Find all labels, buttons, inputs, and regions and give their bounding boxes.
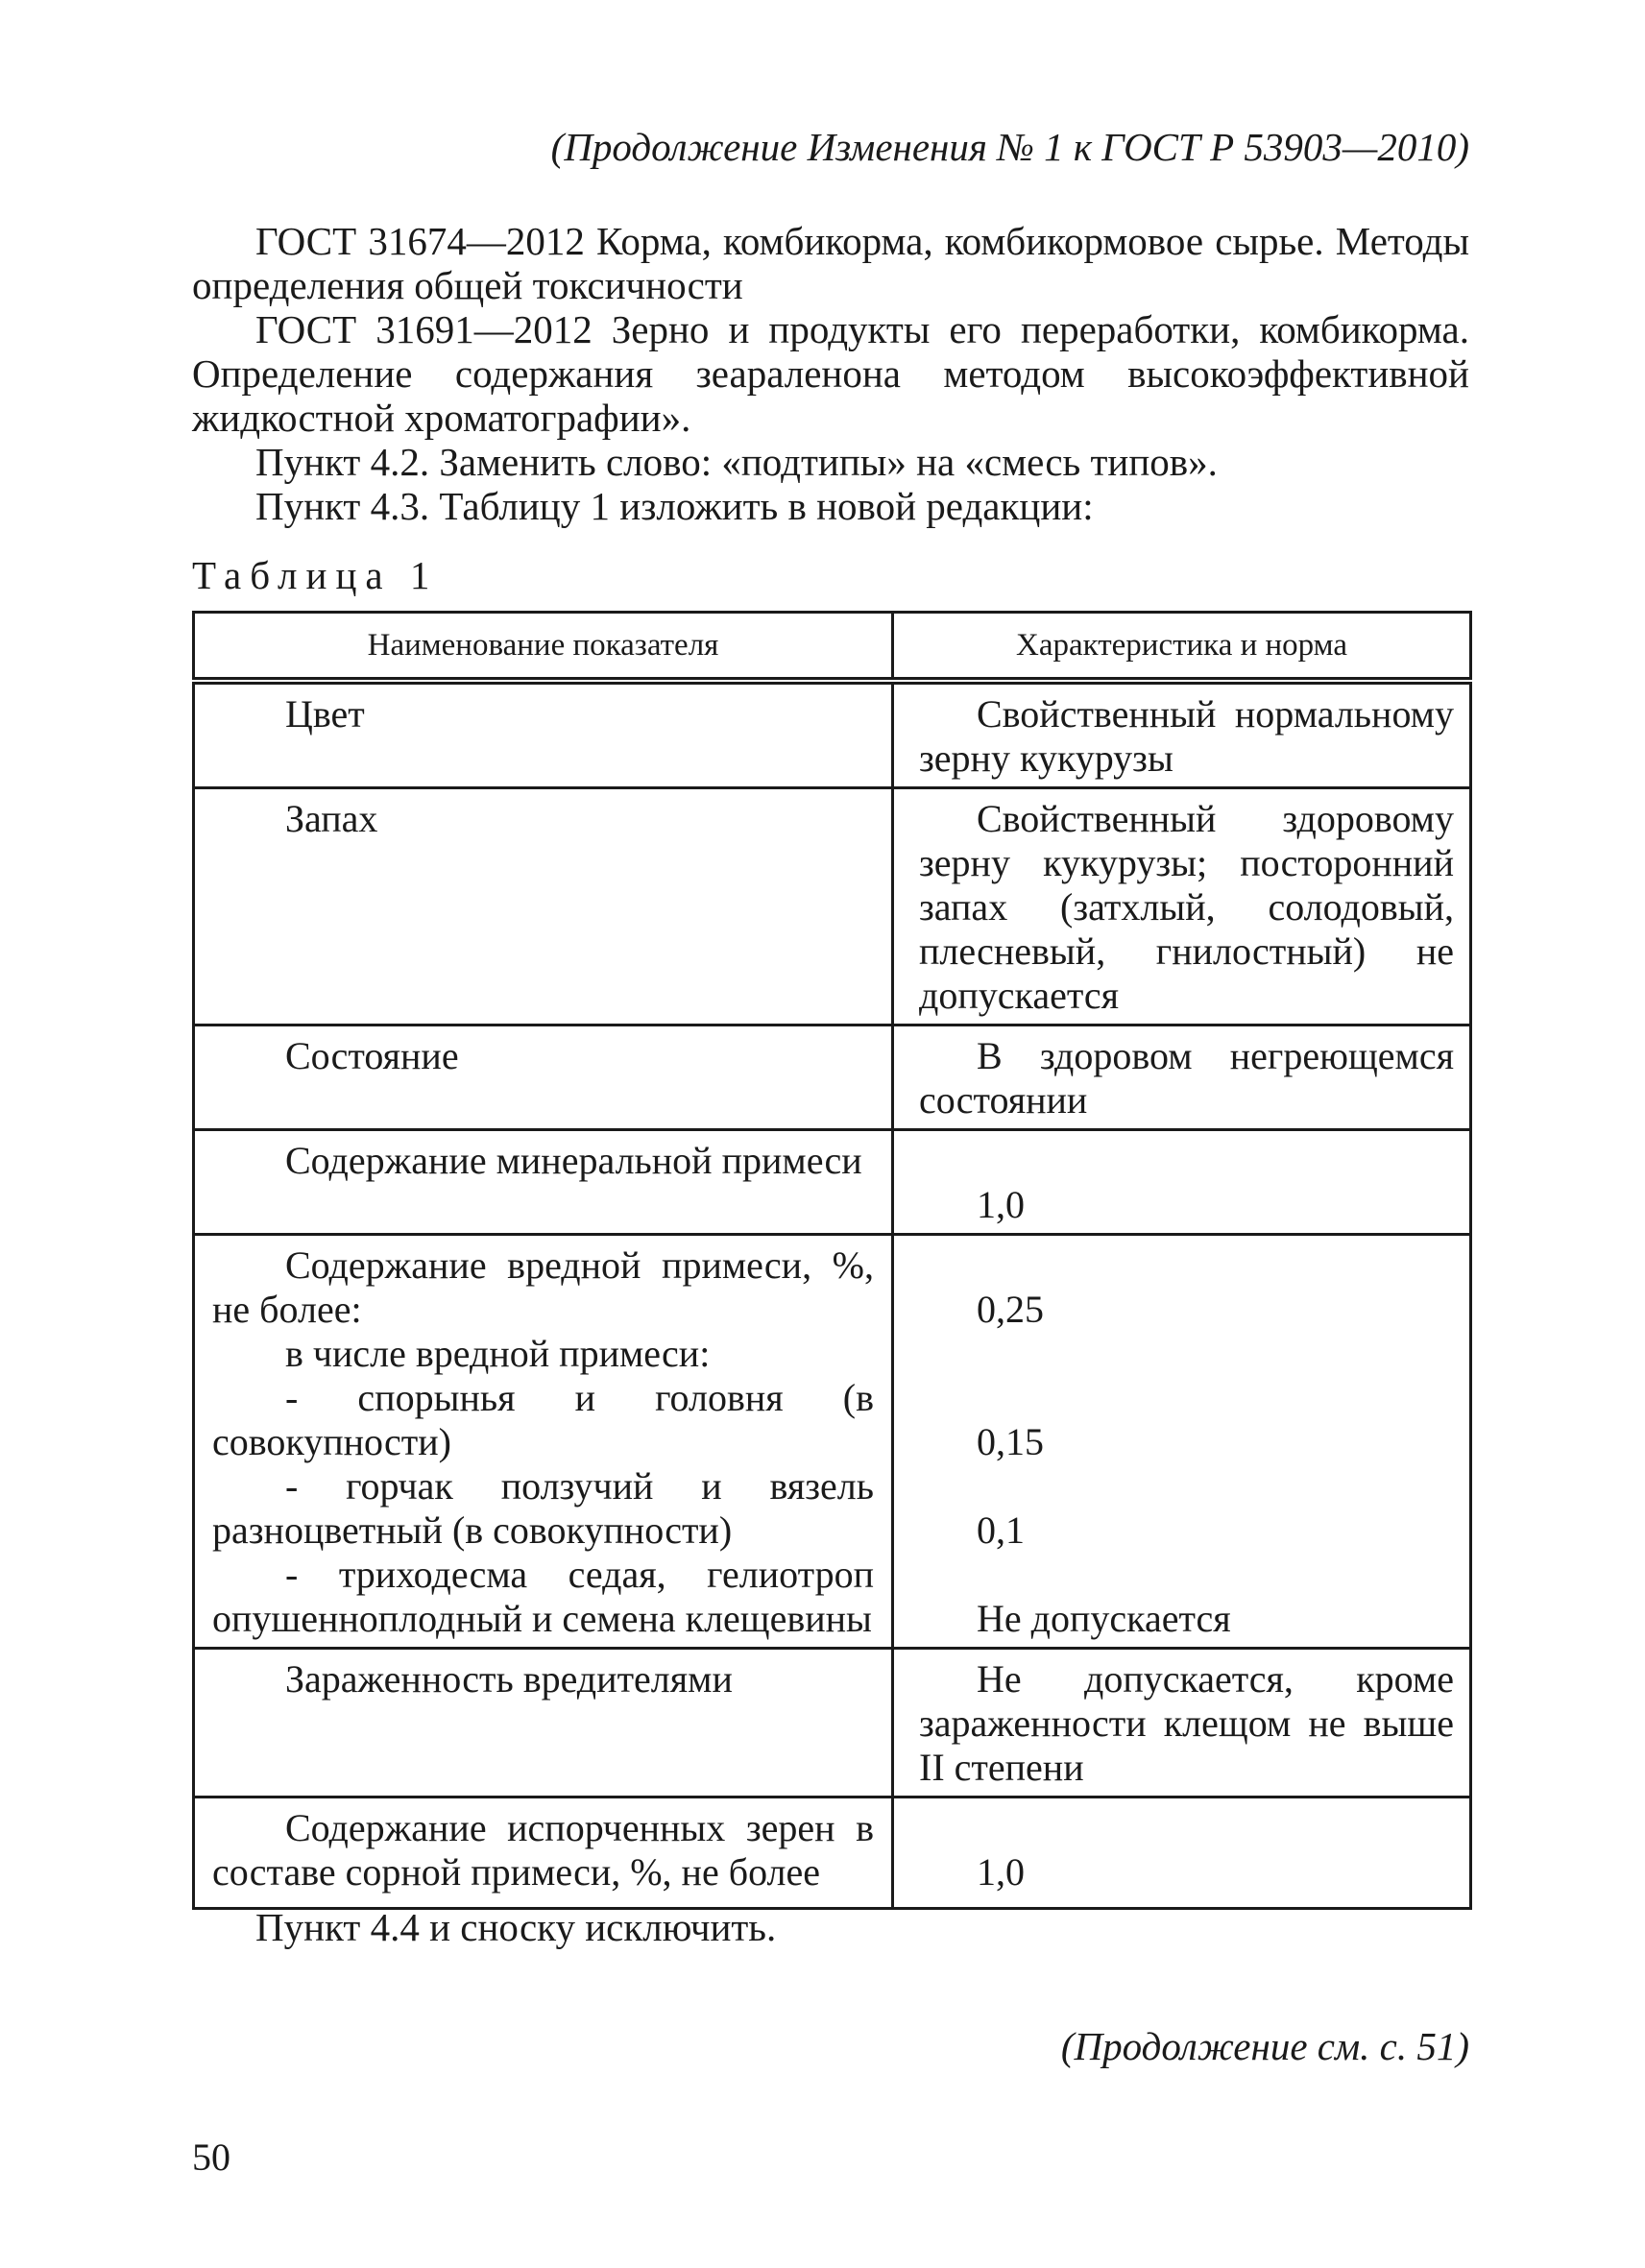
indicator-name: Содержание вредной примеси, %, не более: [212, 1243, 874, 1331]
subitem-name: - спорынья и головня (в совокупности) [212, 1376, 874, 1463]
continuation-footer: (Продолжение см. с. 51) [1060, 2024, 1469, 2068]
indicator-name: Цвет [285, 692, 365, 736]
indicator-name: Зараженность вредителями [285, 1657, 733, 1701]
table-header-row [194, 613, 1471, 682]
paragraph-gost-31674: ГОСТ 31674—2012 Корма, комбикорма, комбикормовое сырье. Методы определения общей токсичности [192, 219, 1469, 307]
paragraph-item-4-2: Пункт 4.2. Заменить слово: «подтипы» на «смесь типов». [255, 440, 1218, 484]
subitems-intro: в числе вредной примеси: [285, 1332, 711, 1375]
indicator-name: Содержание минеральной примеси [285, 1139, 862, 1182]
indicator-value: В здоровом негреющемся состоянии [919, 1034, 1454, 1122]
subitem-value: 0,1 [977, 1508, 1025, 1552]
table-row [194, 1649, 1471, 1798]
indicator-value: 1,0 [977, 1183, 1025, 1226]
requirements-table [192, 611, 1472, 1910]
indicator-value: Свойственный здоровому зерну кукурузы; посторонний запах (затхлый, солодовый, плесневый, гнилостный) не допускается [919, 797, 1454, 1017]
column-header-norm: Характеристика и норма [893, 613, 1471, 682]
indicator-value: Не допускается, кроме зараженности клещом не выше II степени [919, 1657, 1454, 1789]
table-caption: Таблица 1 [192, 553, 439, 597]
paragraph-gost-31691: ГОСТ 31691—2012 Зерно и продукты его переработки, комбикорма. Определение содержания зеараленона методом высокоэффективной жидкостной хроматографии». [192, 307, 1469, 440]
indicator-name: Запах [285, 797, 378, 840]
subitem-value: Не допускается [977, 1597, 1231, 1640]
table-row [194, 788, 1471, 1025]
indicator-value: Свойственный нормальному зерну кукурузы [919, 692, 1454, 780]
indicator-value: 0,25 [977, 1288, 1044, 1331]
column-header-indicator: Наименование показателя [194, 613, 893, 682]
indicator-value: 1,0 [977, 1850, 1025, 1894]
table-row [194, 1798, 1471, 1909]
table-row [194, 1130, 1471, 1235]
subitem-value: 0,15 [977, 1420, 1044, 1463]
page-number: 50 [192, 2135, 230, 2179]
subitem-name: - горчак ползучий и вязель разноцветный (в совокупности) [212, 1464, 874, 1552]
table-row [194, 681, 1471, 788]
footer-paragraph: Пункт 4.4 и сноску исключить. [255, 1905, 777, 1949]
table-row [194, 1235, 1471, 1649]
continuation-header: (Продолжение Изменения № 1 к ГОСТ Р 53903—2010) [550, 125, 1469, 169]
subitem-name: - триходесма седая, гелиотроп опушенноплодный и семена клещевины [212, 1553, 874, 1640]
body-text [192, 219, 1469, 528]
table-row [194, 1025, 1471, 1130]
indicator-name: Содержание испорченных зерен в составе сорной примеси, %, не более [212, 1806, 874, 1894]
paragraph-item-4-3: Пункт 4.3. Таблицу 1 изложить в новой редакции: [255, 484, 1094, 528]
indicator-name: Состояние [285, 1034, 459, 1077]
